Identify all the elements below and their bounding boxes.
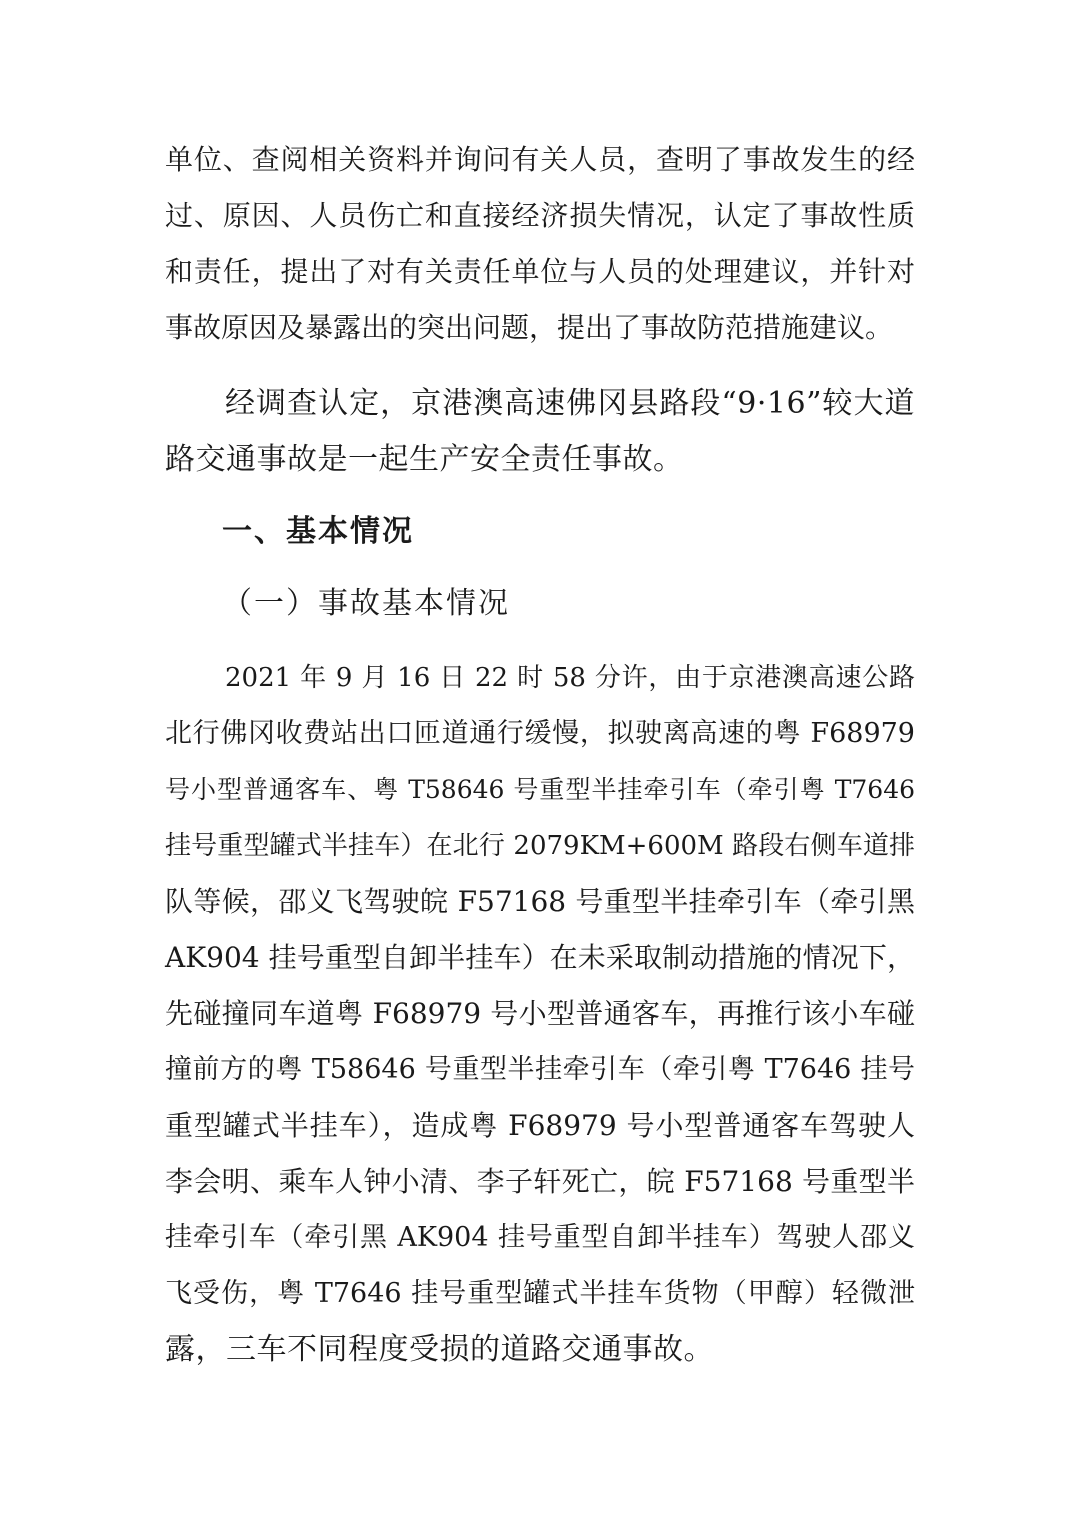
text-line: AK904 挂号重型自卸半挂车）在未采取制动措施的情况下，	[165, 941, 915, 974]
text-line: 队等候，邵义飞驾驶皖 F57168 号重型半挂牵引车（牵引黑	[165, 885, 915, 918]
text-line: 北行佛冈收费站出口匝道通行缓慢，拟驶离高速的粤 F68979	[165, 718, 915, 749]
text-line: 重型罐式半挂车），造成粤 F68979 号小型普通客车驾驶人	[165, 1109, 915, 1142]
text-line: 路交通事故是一起生产安全责任事故。	[165, 442, 684, 477]
subsection-heading: （一）事故基本情况	[222, 586, 510, 621]
text-line: 号小型普通客车、粤 T58646 号重型半挂牵引车（牵引粤 T7646	[165, 775, 915, 804]
text-line: 挂牵引车（牵引黑 AK904 挂号重型自卸半挂车）驾驶人邵义	[165, 1222, 915, 1253]
text-line: 挂号重型罐式半挂车）在北行 2079KM+600M 路段右侧车道排	[165, 831, 915, 861]
text-line: 过、原因、人员伤亡和直接经济损失情况，认定了事故性质	[165, 199, 915, 232]
text-line: 先碰撞同车道粤 F68979 号小型普通客车，再推行该小车碰	[165, 997, 915, 1030]
text-line: 单位、查阅相关资料并询问有关人员，查明了事故发生的经	[165, 143, 915, 176]
text-line: 李会明、乘车人钟小清、李子轩死亡，皖 F57168 号重型半	[165, 1165, 915, 1198]
text-line: 露，三车不同程度受损的道路交通事故。	[165, 1332, 714, 1367]
text-line: 撞前方的粤 T58646 号重型半挂牵引车（牵引粤 T7646 挂号	[165, 1054, 915, 1085]
text-line: 飞受伤，粤 T7646 挂号重型罐式半挂车货物（甲醇）轻微泄	[165, 1278, 915, 1309]
section-heading: 一、基本情况	[222, 514, 414, 549]
text-line: 2021 年 9 月 16 日 22 时 58 分许，由于京港澳高速公路	[225, 663, 915, 693]
text-line: 经调查认定，京港澳高速佛冈县路段“9·16”较大道	[225, 386, 915, 421]
text-line: 和责任，提出了对有关责任单位与人员的处理建议，并针对	[165, 255, 915, 288]
text-line: 事故原因及暴露出的突出问题，提出了事故防范措施建议。	[165, 311, 894, 344]
